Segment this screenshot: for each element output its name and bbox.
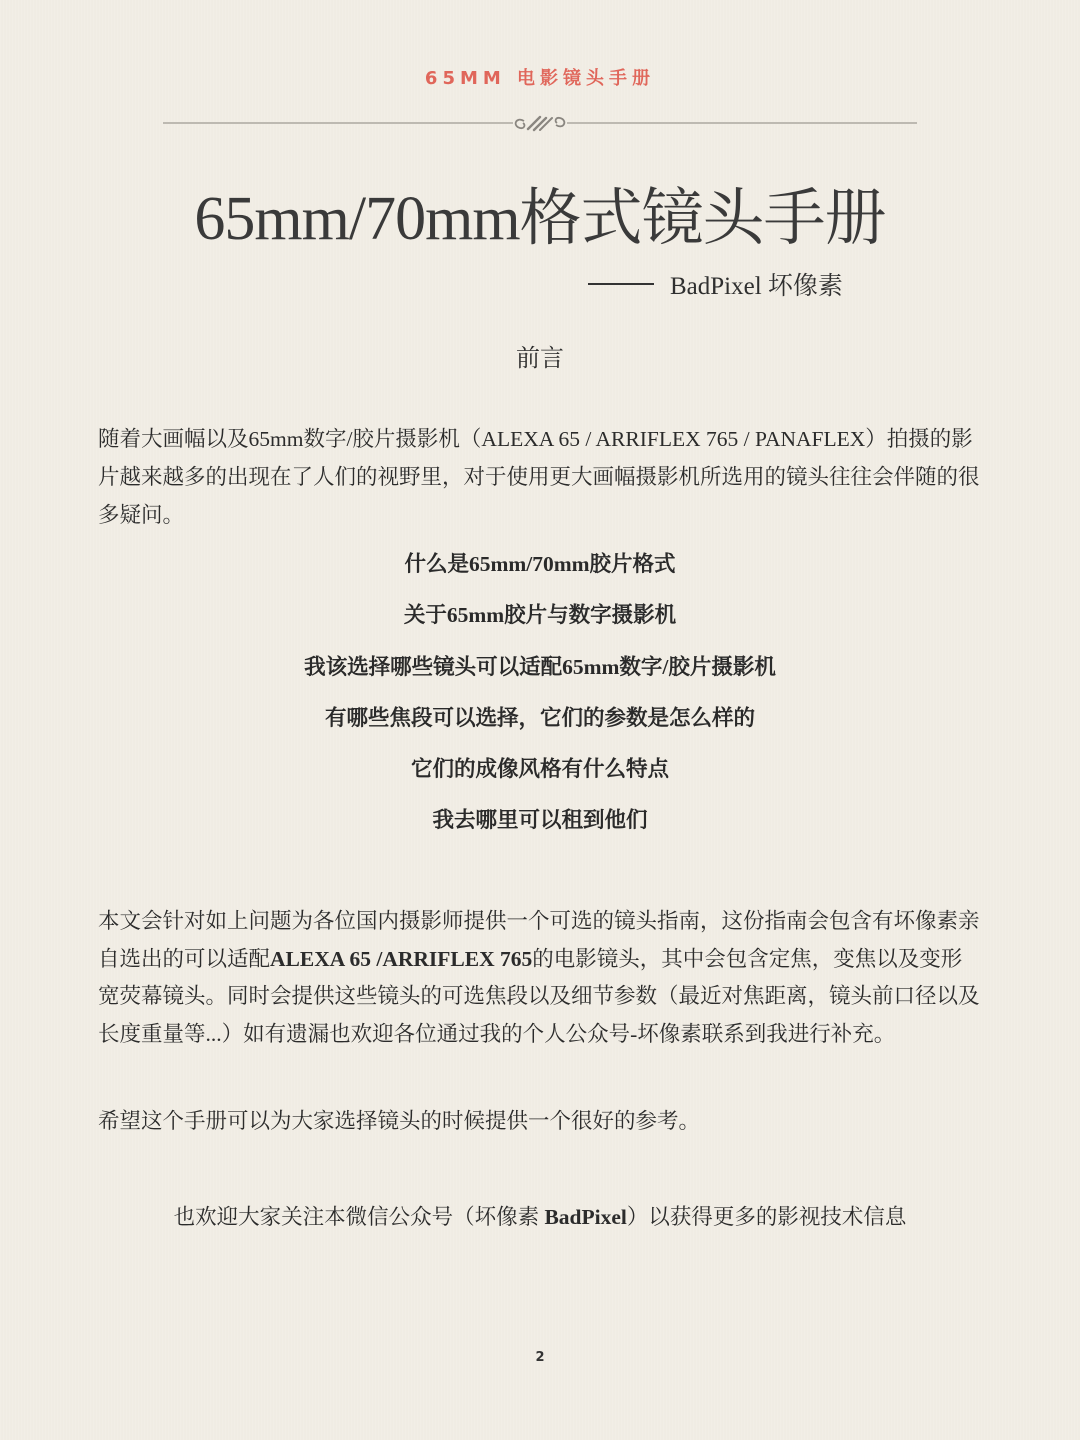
follow-text-1: 也欢迎大家关注本微信公众号（坏像素 — [173, 1205, 545, 1229]
follow-invitation — [0, 1200, 1080, 1231]
question-item: 什么是65mm/70mm胶片格式 — [404, 552, 676, 576]
guide-text-1: 本文会针对如上问题为各位国内摄影师提供一个可选的镜头指南，这份指南会包含有坏像素亲自选出的可以适配 — [98, 909, 980, 971]
account-name-emphasis: BadPixel — [544, 1205, 627, 1229]
question-item: 关于65mm胶片与数字摄影机 — [403, 603, 677, 628]
follow-text-2: ）以获得更多的影视技术信息 — [626, 1205, 907, 1229]
ornamental-divider — [163, 112, 917, 134]
question-item: 我该选择哪些镜头可以适配65mm数字/胶片摄影机 — [304, 654, 776, 679]
flourish-divider-icon — [510, 112, 570, 134]
hope-paragraph: 希望这个手册可以为大家选择镜头的时候提供一个很好的参考。 — [98, 1109, 701, 1133]
question-item: 有哪些焦段可以选择，它们的参数是怎么样的 — [324, 705, 755, 730]
divider-line-right — [567, 122, 917, 124]
document-title: 65mm/70mm格式镜头手册 — [194, 185, 886, 253]
question-list — [0, 546, 1080, 854]
author-byline — [588, 266, 843, 302]
question-item: 我去哪里可以租到他们 — [432, 808, 648, 833]
camera-models-emphasis: ALEXA 65 /ARRIFLEX 765 — [270, 946, 533, 971]
guide-text-2: 的电影镜头，其中会包含定焦，变焦以及变形宽荧幕镜头。同时会提供这些镜头的可选焦段以及细节参数（最近对焦距离，镜头前口径以及长度重量等...）如有遗漏也欢迎各位通过我的个人公众号-坏像素联系到我进行补充。 — [98, 946, 980, 1046]
author-name: BadPixel 坏像素 — [670, 273, 843, 300]
guide-paragraph — [98, 903, 982, 1053]
byline-dash — [588, 283, 654, 285]
preface-heading: 前言 — [516, 346, 564, 372]
page-number: 2 — [535, 1350, 545, 1365]
divider-line-left — [163, 122, 513, 124]
question-item: 它们的成像风格有什么特点 — [410, 757, 669, 782]
intro-paragraph: 随着大画幅以及65mm数字/胶片摄影机（ALEXA 65 / ARRIFLEX 765 / PANAFLEX）拍摄的影片越来越多的出现在了人们的视野里，对于使用更大画幅摄影机所选用的镜头往往会伴随的很多疑问。 — [98, 427, 980, 527]
running-header: 65MM 电影镜头手册 — [424, 68, 656, 89]
